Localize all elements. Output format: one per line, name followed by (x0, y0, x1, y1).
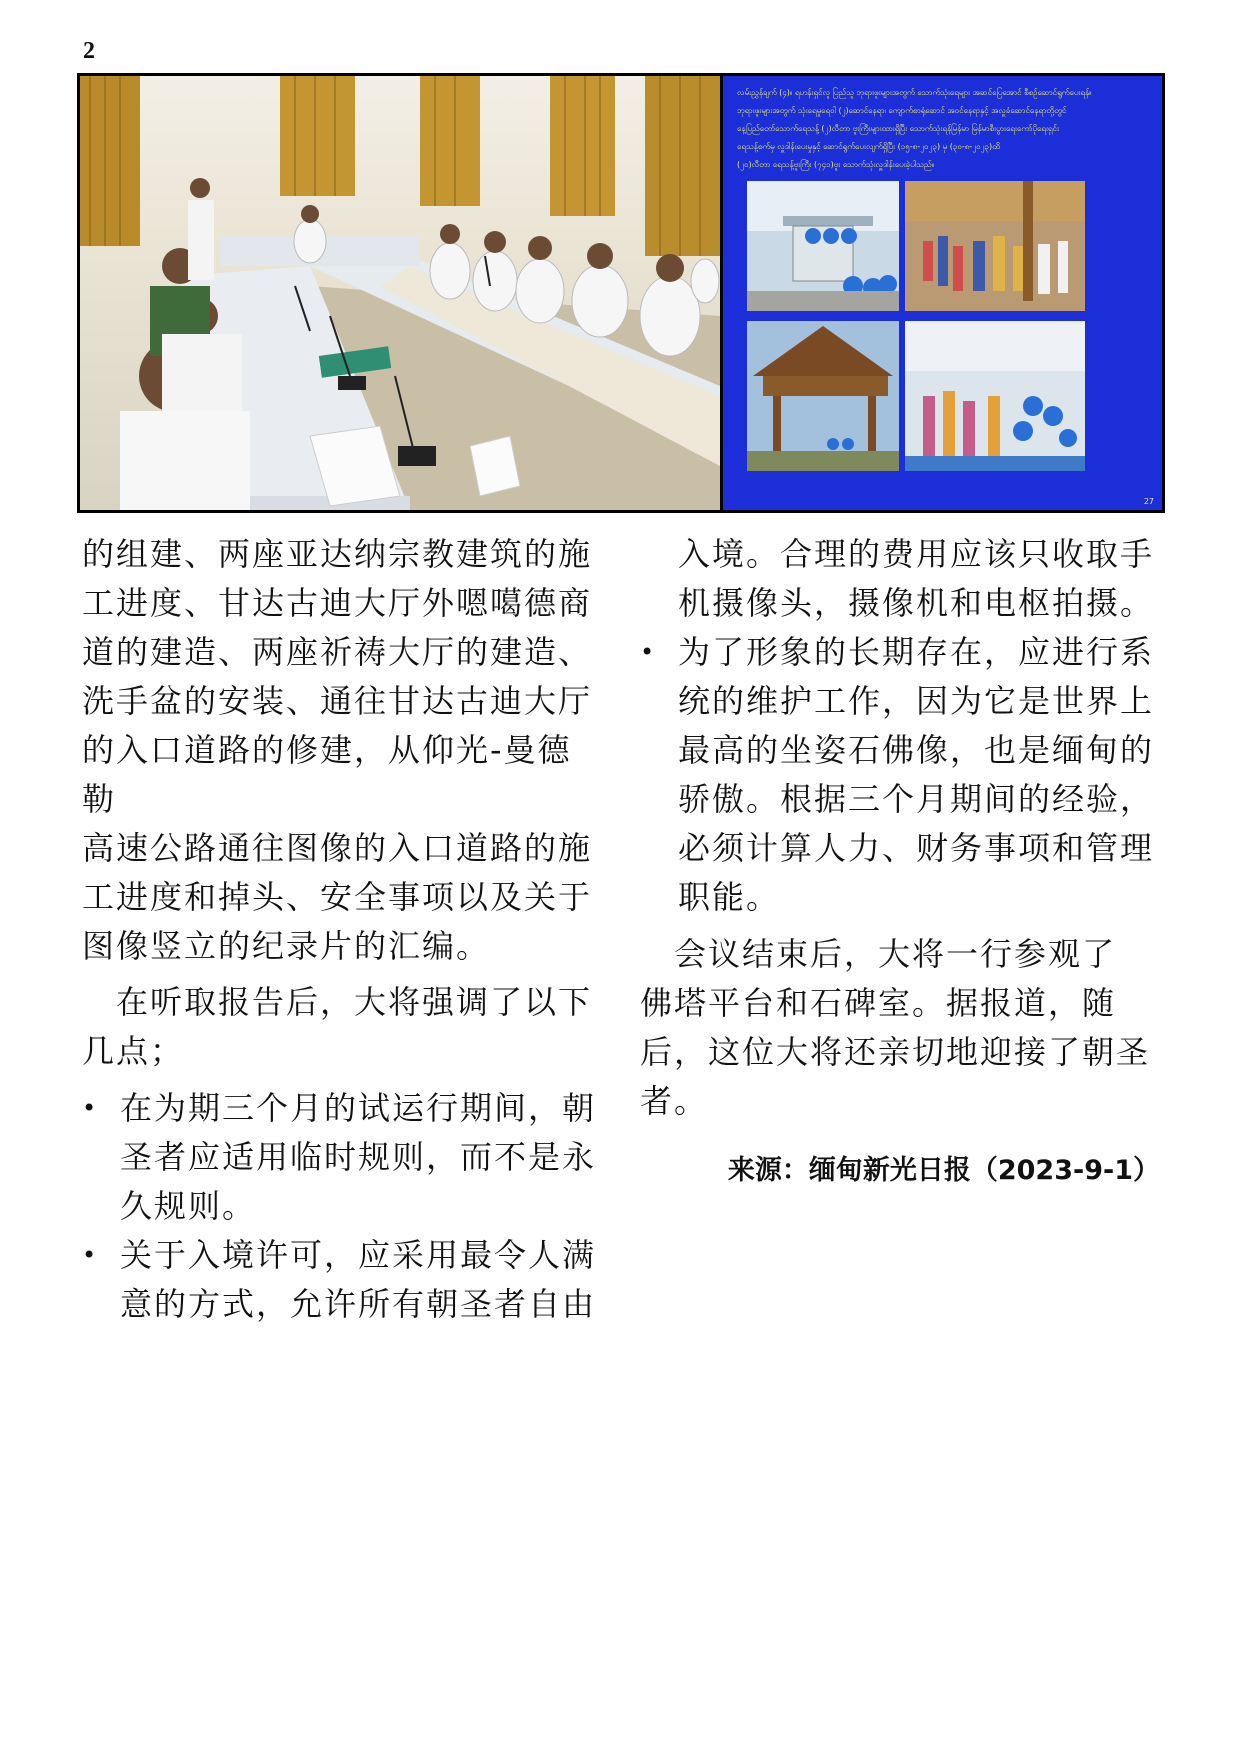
bullet-marker: • (82, 1241, 99, 1269)
bullet-continuation (640, 530, 1165, 628)
photo-strip (77, 73, 1165, 513)
text-line: 者。 (640, 1082, 709, 1120)
text-line: 工进度和掉头、安全事项以及关于 (82, 878, 593, 916)
right-column (640, 530, 1165, 1126)
bullet-marker: • (640, 638, 657, 666)
continued-paragraph (82, 530, 602, 971)
slide-photo-pilgrims-queue (905, 181, 1085, 311)
text-line: 高速公路通往图像的入口道路的施 (82, 829, 593, 867)
slide-caption-line: ဘုရားဖူးများအတွက် သုံးရေမှုရေဝါ (၂)ဆောင်နေရာ၊ ကျောက်စာရုံဆောင် အဝင်နေရာနှင့် အလှူခံဆောင်နေရာတို့တွင် (737, 106, 1067, 115)
text-line: 道的建造、两座祈祷大厅的建造、 (82, 633, 593, 671)
meeting-photo (80, 76, 720, 510)
slide-caption-line: နေ့ပြည်တော်သောက်ရေသန့် (၂)လီတာ ဗူးကြီးများထားရှိပြီး သောက်သုံးရန်မြန်မာ မြန်မာစီးပွားရေးကော်ပိုရေးရှင်း (737, 124, 1059, 133)
text-line: 最高的坐姿石佛像，也是缅甸的 (678, 731, 1155, 769)
bullet-item (640, 628, 1165, 922)
text-line: 在为期三个月的试运行期间，朝 (120, 1089, 597, 1127)
closing-paragraph (640, 930, 1165, 1126)
page-number: 2 (83, 38, 95, 64)
text-line: 必须计算人力、财务事项和管理 (678, 829, 1155, 867)
text-line: 为了形象的长期存在，应进行系 (678, 633, 1155, 671)
bullet-item (82, 1084, 602, 1231)
text-line: 佛塔平台和石碑室。据报道，随 (640, 984, 1117, 1022)
slide-photo-water-distribution (905, 321, 1085, 471)
slide-number: 27 (1143, 497, 1154, 506)
text-line: 统的维护工作，因为它是世界上 (678, 682, 1155, 720)
text-line: 的组建、两座亚达纳宗教建筑的施 (82, 535, 593, 573)
text-line: 入境。合理的费用应该只收取手 (678, 535, 1155, 573)
text-line: 的入口道路的修建，从仰光-曼德勒 (82, 731, 572, 818)
slide-photo-water-station (747, 181, 899, 311)
text-line: 几点； (82, 1032, 185, 1070)
text-line: 机摄像头，摄像机和电枢拍摄。 (678, 584, 1155, 622)
text-line: 会议结束后，大将一行参观了 (640, 935, 1117, 973)
text-line: 工进度、甘达古迪大厅外嗯噶德商 (82, 584, 593, 622)
text-line: 骄傲。根据三个月期间的经验， (678, 780, 1155, 818)
text-line: 后，这位大将还亲切地迎接了朝圣 (640, 1033, 1151, 1071)
text-line: 意的方式，允许所有朝圣者自由 (120, 1285, 597, 1323)
source-citation: 来源：缅甸新光日报（2023-9-1） (727, 1155, 1160, 1186)
text-line: 洗手盆的安装、通往甘达古迪大厅 (82, 682, 593, 720)
meeting-room-illustration (80, 76, 720, 510)
bullet-item (82, 1231, 602, 1329)
text-line: 在听取报告后，大将强调了以下 (82, 983, 593, 1021)
text-line: 久规则。 (120, 1187, 257, 1225)
slide-photo (723, 76, 1162, 510)
bullet-marker: • (82, 1094, 99, 1122)
intro-paragraph (82, 978, 602, 1076)
slide-caption-line: လမ်းညွှန်ချက် (၄)။ ရဟန်းရှင်လူ ပြည်သူ ဘုရားဖူးများအတွက် သောက်သုံးရေများ အဆင်ပြေအောင် စီစဉ်ဆောင်ရွက်ပေးရန်။ (737, 88, 1092, 97)
text-line: 圣者应适用临时规则，而不是永 (120, 1138, 597, 1176)
slide-photo-pavilion (747, 321, 899, 471)
slide-caption-line: (၂၀)လီတာ ရေသန့်ဗူးကြီး (၇၄၁)ဗူး သောက်သုံးလှူဒါန်းပေးခဲ့ပါသည်။ (737, 160, 934, 169)
text-line: 图像竖立的纪录片的汇编。 (82, 927, 491, 965)
text-line: 职能。 (678, 878, 781, 916)
left-column (82, 530, 602, 1329)
text-line: 关于入境许可，应采用最令人满 (120, 1236, 597, 1274)
slide-photo-grid (723, 76, 1162, 510)
slide-caption-line: ရေသန့်စက်မှ လှူဒါန်းပေးမှုနှင့် ဆောင်ရွက်ပေးလျက်ရှိပြီး (၁၅-၈-၂၀၂၃) မှ (၃၀-၈-၂၀၂၃)ထိ (737, 142, 1000, 151)
